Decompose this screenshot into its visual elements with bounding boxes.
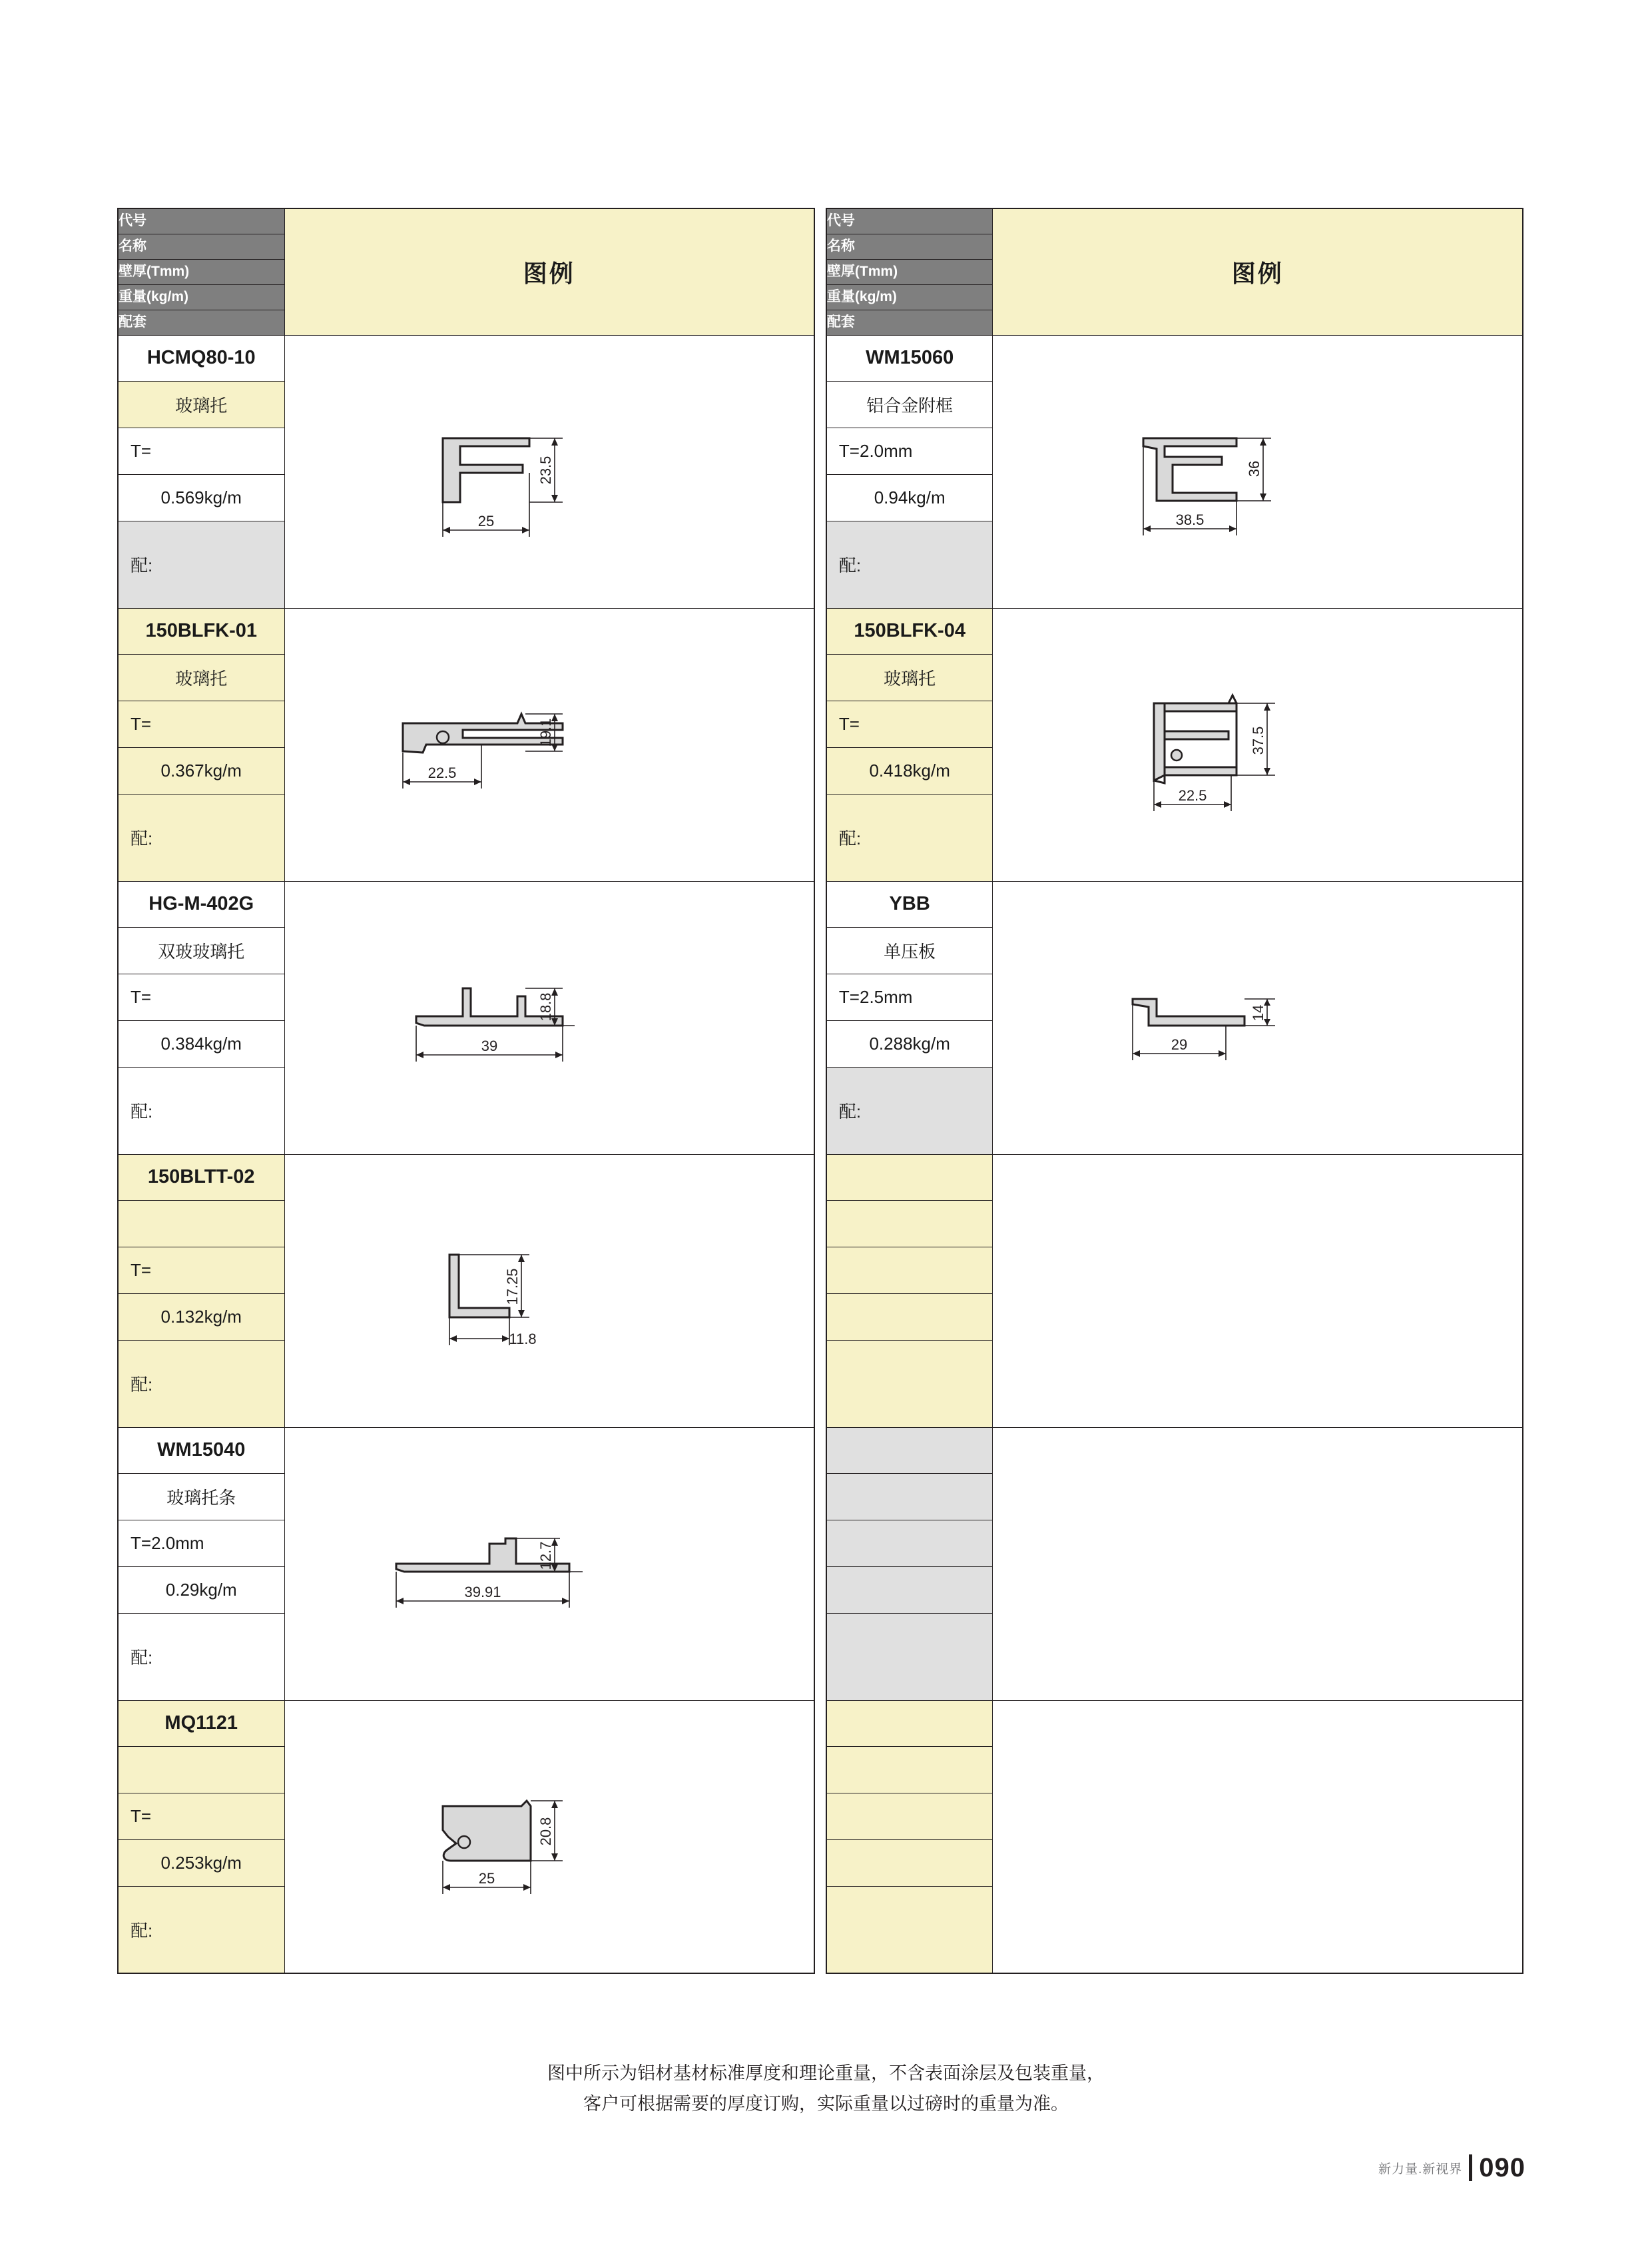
row-code [826, 1700, 993, 1747]
row-thickness [826, 1520, 993, 1567]
table-gutter [815, 208, 826, 1974]
header-diagram-title: 图例 [993, 208, 1523, 335]
dim-width-label: 29 [1171, 1036, 1187, 1053]
row-thickness: T= [118, 1793, 284, 1840]
row-code: 150BLFK-01 [118, 608, 284, 655]
footer-note-line-1: 图中所示为铝材基材标准厚度和理论重量，不含表面涂层及包装重量， [547, 2063, 1105, 2083]
profile-drawing-hcmq80-10 [363, 372, 736, 571]
row-code: HCMQ80-10 [118, 335, 284, 382]
row-kit [826, 1340, 993, 1427]
header-label-thickness: 壁厚(Tmm) [118, 259, 284, 284]
footer-divider [1469, 2154, 1472, 2181]
page-footer [1378, 2154, 1525, 2181]
row-thickness [826, 1247, 993, 1294]
table-header-row [118, 208, 814, 234]
row-weight: 0.29kg/m [118, 1566, 284, 1613]
row-code [826, 1427, 993, 1474]
page-number: 090 [1479, 2153, 1525, 2182]
left-profile-table [117, 208, 815, 1974]
row-thickness: T=2.0mm [826, 428, 993, 475]
row-weight: 0.569kg/m [118, 474, 284, 521]
row-diagram [993, 608, 1523, 881]
row-code: HG-M-402G [118, 881, 284, 928]
profile-drawing-wm15060 [1071, 372, 1444, 571]
row-diagram [993, 881, 1523, 1154]
header-label-name: 名称 [118, 234, 284, 259]
header-label-kit: 配套 [826, 310, 993, 335]
row-name [826, 1747, 993, 1793]
row-name: 单压板 [826, 928, 993, 974]
row-weight: 0.94kg/m [826, 474, 993, 521]
row-code: WM15040 [118, 1427, 284, 1474]
row-weight [826, 1293, 993, 1340]
row-code: 150BLTT-02 [118, 1154, 284, 1201]
profile-drawing-hg-m-402g [363, 918, 736, 1118]
row-weight: 0.367kg/m [118, 747, 284, 794]
row-diagram [284, 1427, 814, 1700]
row-name [826, 1201, 993, 1247]
profile-drawing-mq1121 [363, 1737, 736, 1937]
dim-height-label: 14 [1249, 1004, 1266, 1022]
brand-slogan: 新力量.新视界 [1378, 2162, 1463, 2176]
table-row [118, 608, 814, 655]
row-thickness: T=2.5mm [826, 974, 993, 1021]
row-diagram [993, 1700, 1523, 1973]
dim-height-label: 20.8 [537, 1817, 554, 1846]
profile-drawing-150blfk-01 [363, 645, 736, 844]
row-code: WM15060 [826, 335, 993, 382]
row-kit: 配: [826, 1067, 993, 1154]
row-weight [826, 1566, 993, 1613]
footer-note-line-2: 客户可根据需要的厚度订购，实际重量以过磅时的重量为准。 [583, 2094, 1069, 2114]
dim-width-label: 25 [477, 513, 495, 529]
row-kit: 配: [118, 1613, 284, 1700]
row-diagram [993, 1154, 1523, 1427]
table-row [826, 335, 1523, 382]
dim-width-label: 25 [478, 1869, 495, 1887]
row-name: 双玻玻璃托 [118, 928, 284, 974]
header-label-weight: 重量(kg/m) [826, 284, 993, 310]
table-row [118, 1154, 814, 1201]
dim-width-label: 22.5 [427, 765, 457, 781]
row-diagram [284, 1700, 814, 1973]
dim-width-label: 11.8 [509, 1331, 537, 1347]
row-code: 150BLFK-04 [826, 608, 993, 655]
dim-height-label: 12.7 [537, 1541, 554, 1570]
table-row [118, 1427, 814, 1474]
dim-height-label: 37.5 [1249, 726, 1266, 755]
row-weight: 0.384kg/m [118, 1020, 284, 1067]
row-thickness [826, 1793, 993, 1840]
dim-width-label: 39.91 [464, 1584, 501, 1600]
header-label-kit: 配套 [118, 310, 284, 335]
row-name [118, 1747, 284, 1793]
row-thickness: T= [826, 701, 993, 748]
row-kit [826, 1886, 993, 1973]
dim-height-label: 23.5 [537, 456, 554, 485]
profile-drawing-wm15040 [363, 1464, 736, 1664]
row-thickness: T= [118, 974, 284, 1021]
row-name: 玻璃托 [118, 655, 284, 701]
table-row [826, 881, 1523, 928]
row-diagram [284, 608, 814, 881]
row-code [826, 1154, 993, 1201]
row-kit: 配: [118, 794, 284, 881]
row-thickness: T= [118, 428, 284, 475]
row-name: 玻璃托条 [118, 1474, 284, 1520]
dim-height-label: 36 [1245, 460, 1262, 478]
row-thickness: T=2.0mm [118, 1520, 284, 1567]
table-header-row [826, 208, 1523, 234]
row-name: 玻璃托 [826, 655, 993, 701]
header-diagram-title: 图例 [284, 208, 814, 335]
row-weight: 0.253kg/m [118, 1839, 284, 1886]
row-name [826, 1474, 993, 1520]
table-row [826, 1154, 1523, 1201]
dim-height-label: 18.8 [537, 992, 554, 1022]
row-kit: 配: [118, 1067, 284, 1154]
row-weight: 0.418kg/m [826, 747, 993, 794]
header-label-thickness: 壁厚(Tmm) [826, 259, 993, 284]
footer-note [0, 2058, 1652, 2119]
row-diagram [284, 1154, 814, 1427]
dim-height-label: 17.25 [503, 1268, 521, 1305]
header-label-code: 代号 [826, 208, 993, 234]
row-diagram [284, 881, 814, 1154]
row-kit [826, 1613, 993, 1700]
row-name: 铝合金附框 [826, 382, 993, 428]
right-profile-table [826, 208, 1523, 1974]
table-row [826, 1427, 1523, 1474]
dim-width-label: 22.5 [1178, 787, 1207, 804]
row-diagram [993, 1427, 1523, 1700]
row-kit: 配: [118, 521, 284, 608]
row-name [118, 1201, 284, 1247]
row-code: YBB [826, 881, 993, 928]
table-row [118, 881, 814, 928]
row-kit: 配: [118, 1340, 284, 1427]
profile-drawing-ybb [1071, 918, 1444, 1118]
row-thickness: T= [118, 701, 284, 748]
row-kit: 配: [826, 794, 993, 881]
row-thickness: T= [118, 1247, 284, 1294]
row-weight [826, 1839, 993, 1886]
row-name: 玻璃托 [118, 382, 284, 428]
table-row [118, 335, 814, 382]
table-row [826, 1700, 1523, 1747]
profile-drawing-150blfk-04 [1071, 645, 1444, 844]
row-kit: 配: [118, 1886, 284, 1973]
header-label-weight: 重量(kg/m) [118, 284, 284, 310]
row-kit: 配: [826, 521, 993, 608]
dim-width-label: 38.5 [1175, 511, 1205, 528]
dim-width-label: 39 [481, 1038, 498, 1054]
row-diagram [993, 335, 1523, 608]
row-diagram [284, 335, 814, 608]
table-row [118, 1700, 814, 1747]
profile-drawing-150bltt-02 [363, 1191, 736, 1391]
profile-tables [117, 208, 1523, 1974]
row-weight: 0.132kg/m [118, 1293, 284, 1340]
header-label-code: 代号 [118, 208, 284, 234]
dim-height-label: 19.1 [537, 718, 554, 747]
table-row [826, 608, 1523, 655]
row-code: MQ1121 [118, 1700, 284, 1747]
header-label-name: 名称 [826, 234, 993, 259]
row-weight: 0.288kg/m [826, 1020, 993, 1067]
